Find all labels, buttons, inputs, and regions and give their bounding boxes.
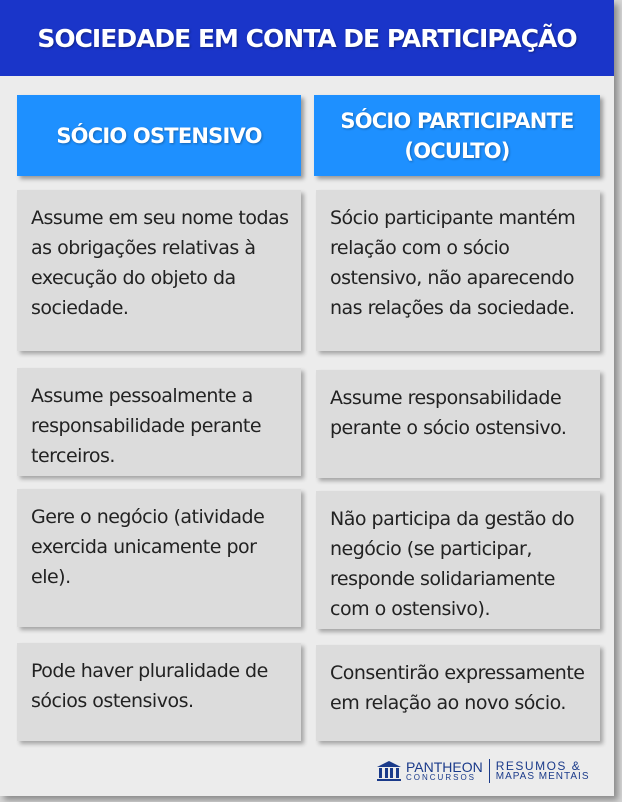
temple-icon xyxy=(376,760,402,782)
pantheon-logo xyxy=(376,758,590,784)
logo-brand-sub: CONCURSOS xyxy=(406,773,477,782)
column-header-socio-participante xyxy=(314,95,600,176)
ostensivo-card-3 xyxy=(17,489,301,627)
participante-card-2 xyxy=(316,370,600,478)
card-text: Pode haver pluralidade de sócios ostensivos. xyxy=(31,660,268,712)
participante-card-3 xyxy=(316,491,600,629)
column-header-label: SÓCIO PARTICIPANTE (OCULTO) xyxy=(340,108,574,163)
ostensivo-card-1 xyxy=(17,190,301,351)
participante-card-4 xyxy=(316,645,600,741)
logo-tagline-1: RESUMOS & xyxy=(495,759,582,773)
column-header-label: SÓCIO OSTENSIVO xyxy=(56,123,262,148)
logo-divider xyxy=(489,759,490,783)
card-text: Sócio participante mantém relação com o sócio ostensivo, não aparecendo nas relações da sociedade. xyxy=(330,207,576,319)
ostensivo-card-2 xyxy=(17,368,301,476)
logo-brand-name: PANTHEON xyxy=(406,759,483,775)
participante-card-1 xyxy=(316,190,600,351)
logo-tagline xyxy=(496,760,590,782)
card-text: Não participa da gestão do negócio (se participar, responde solidariamente com o ostensivo). xyxy=(330,508,575,620)
title-bar xyxy=(0,0,614,76)
ostensivo-card-4 xyxy=(17,643,301,741)
logo-tagline-2: MAPAS MENTAIS xyxy=(495,771,590,782)
card-text: Assume pessoalmente a responsabilidade perante terceiros. xyxy=(31,385,262,467)
card-text: Gere o negócio (atividade exercida unicamente por ele). xyxy=(31,506,265,588)
card-text: Assume em seu nome todas as obrigações relativas à execução do objeto da sociedade. xyxy=(31,207,289,319)
logo-brand xyxy=(406,760,483,782)
page-title: SOCIEDADE EM CONTA DE PARTICIPAÇÃO xyxy=(37,23,577,53)
column-header-socio-ostensivo xyxy=(17,95,301,176)
card-text: Consentirão expressamente em relação ao novo sócio. xyxy=(330,662,585,714)
card-text: Assume responsabilidade perante o sócio ostensivo. xyxy=(330,387,567,439)
